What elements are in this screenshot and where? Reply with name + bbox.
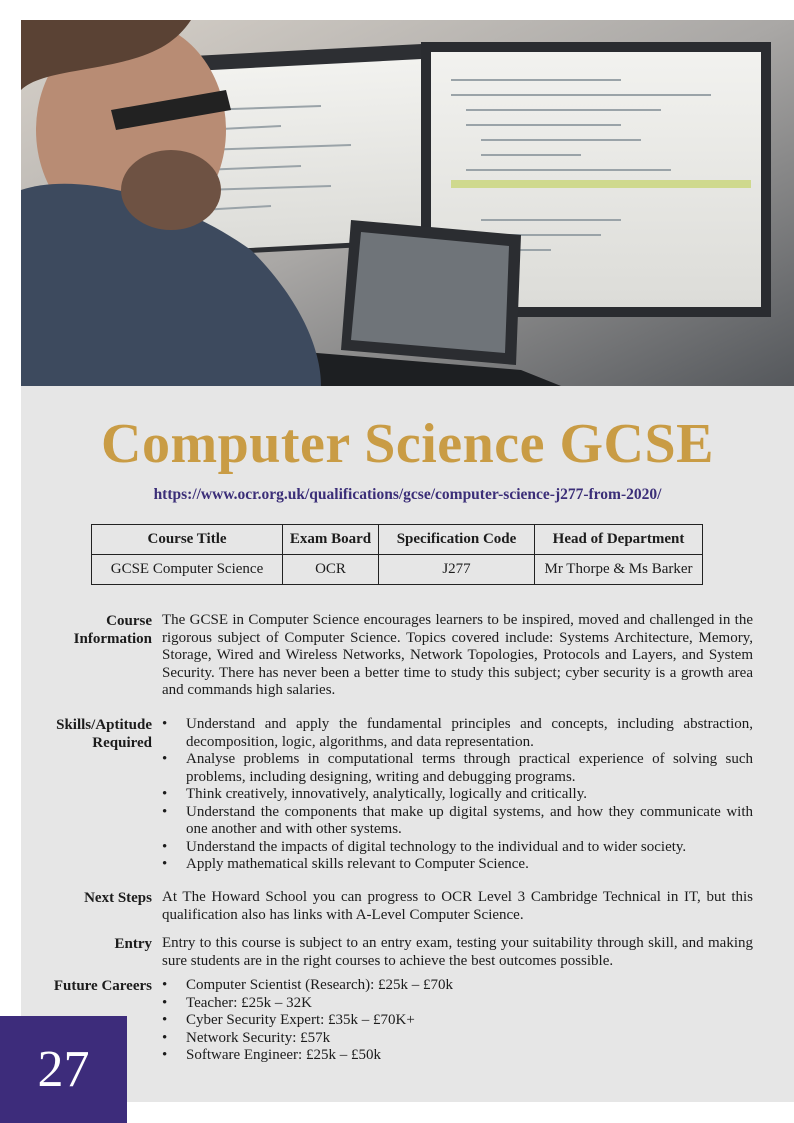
course-url-link[interactable]: https://www.ocr.org.uk/qualifications/gcse/computer-science-j277-from-2020/ xyxy=(153,486,662,503)
list-item: • Computer Scientist (Research): £25k – £70k xyxy=(162,977,753,995)
table-header: Head of Department xyxy=(535,525,703,555)
table-cell: GCSE Computer Science xyxy=(92,555,283,585)
list-item: • Think creatively, innovatively, analytically, logically and critically. xyxy=(162,786,753,804)
list-item: • Software Engineer: £25k – £50k xyxy=(162,1047,753,1065)
table-cell: J277 xyxy=(379,555,535,585)
page-number-badge xyxy=(0,1016,127,1123)
entry-text: Entry to this course is subject to an entry exam, testing your suitability through skill, and making sure students are in the right courses to achieve the best outcomes possible. xyxy=(162,935,753,969)
table-cell: OCR xyxy=(283,555,379,585)
careers-list-container xyxy=(162,977,753,1065)
course-info-label: Course Information xyxy=(73,613,152,647)
careers-list xyxy=(162,977,753,1065)
skills-list-container xyxy=(162,716,753,874)
course-summary-table xyxy=(91,524,703,585)
table-row xyxy=(92,555,703,585)
table-header: Course Title xyxy=(92,525,283,555)
list-item: • Understand the impacts of digital technology to the individual and to wider society. xyxy=(162,839,753,857)
table-header-row xyxy=(92,525,703,555)
table-cell: Mr Thorpe & Ms Barker xyxy=(535,555,703,585)
page-number: 27 xyxy=(37,1041,90,1098)
table-header: Exam Board xyxy=(283,525,379,555)
list-item: • Understand the components that make up digital systems, and how they communicate with one another and with other systems. xyxy=(162,804,753,839)
entry-label: Entry xyxy=(114,936,152,952)
skills-list xyxy=(162,716,753,874)
page-title: Computer Science GCSE xyxy=(101,413,714,475)
list-item: • Understand and apply the fundamental principles and concepts, including abstraction, decomposition, logic, algorithms, and data representation. xyxy=(162,716,753,751)
skills-label: Skills/Aptitude Required xyxy=(56,717,152,751)
list-item: • Analyse problems in computational terms through practical experience of solving such problems, including designing, writing and debugging programs. xyxy=(162,751,753,786)
next-steps-text: At The Howard School you can progress to OCR Level 3 Cambridge Technical in IT, but this qualification also has links with A-Level Computer Science. xyxy=(162,889,753,923)
table-header: Specification Code xyxy=(379,525,535,555)
list-item: • Apply mathematical skills relevant to Computer Science. xyxy=(162,856,753,874)
list-item: • Cyber Security Expert: £35k – £70K+ xyxy=(162,1012,753,1030)
list-item: • Network Security: £57k xyxy=(162,1030,753,1048)
careers-label: Future Careers xyxy=(53,978,152,994)
programmer-at-desk-illustration xyxy=(21,20,794,386)
list-item: • Teacher: £25k – 32K xyxy=(162,995,753,1013)
course-info-text: The GCSE in Computer Science encourages learners to be inspired, moved and challenged in the rigorous subject of Computer Science. Topics covered include: Systems Architecture, Memory, Storage, Wired and Wireless Networks, Network Topologies, Protocols and Layers, and System Security. There has never been a better time to study this subject; cyber security is a growth area and commands high salaries. xyxy=(162,612,753,698)
next-steps-label: Next Steps xyxy=(84,890,152,906)
hero-photo xyxy=(21,20,794,386)
